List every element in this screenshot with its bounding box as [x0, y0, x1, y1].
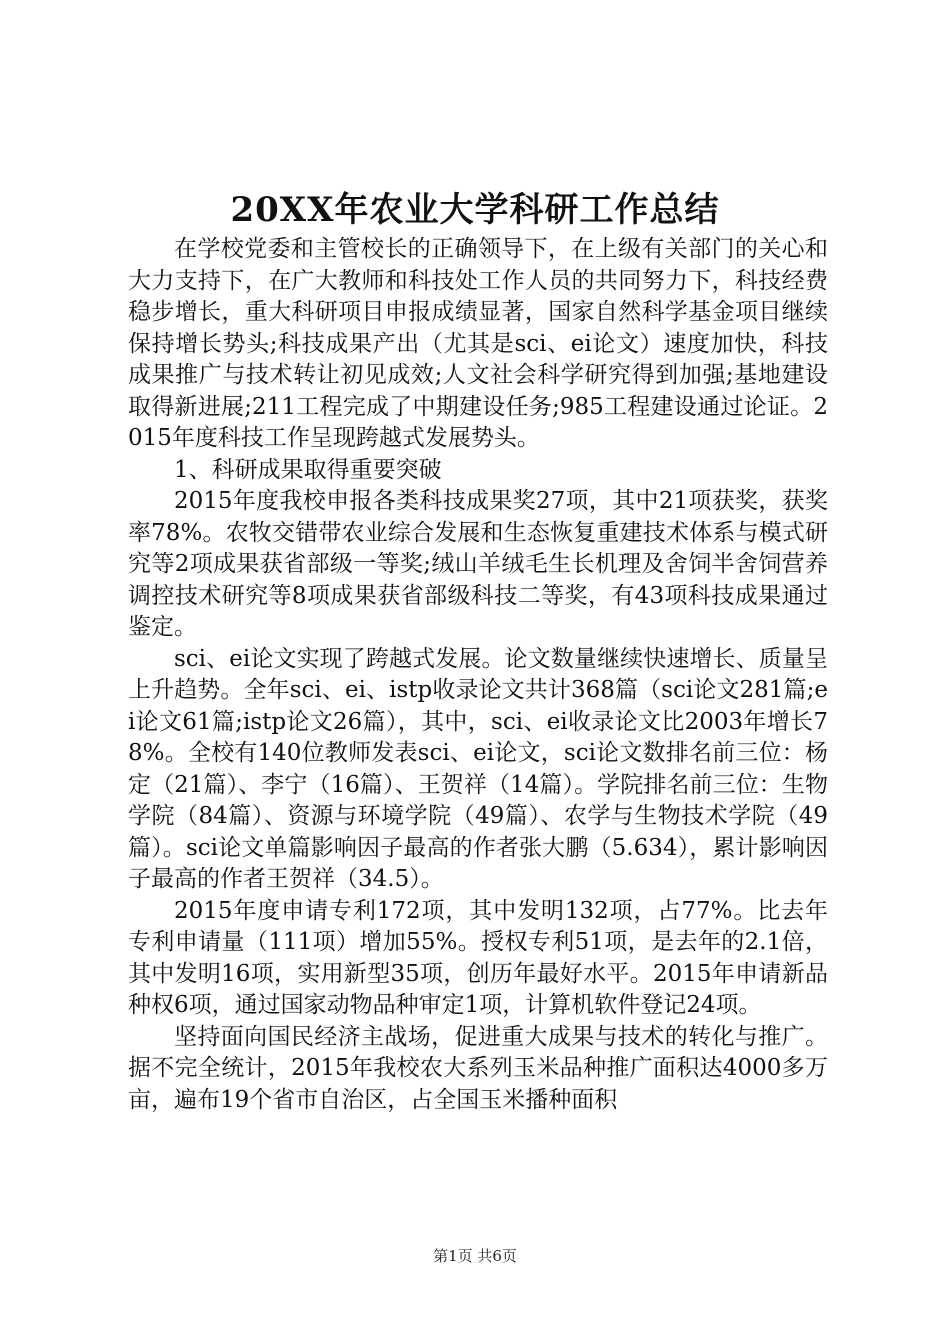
document-title: 20XX年农业大学科研工作总结: [230, 190, 720, 230]
papers-paragraph: sci、ei论文实现了跨越式发展。论文数量继续快速增长、质量呈上升趋势。全年sci、ei、istp收录论文共计368篇（sci论文281篇;ei论文61篇;istp论文26篇），其中，sci、ei收录论文比2003年增长78%。全校有140位教师发表sci、ei论文，sci论文数排名前三位：杨定（21篇）、李宁（16篇）、王贺祥（14篇）。学院排名前三位：生物学院（84篇）、资源与环境学院（49篇）、农学与生物技术学院（49篇）。sci论文单篇影响因子最高的作者张大鹏（5.634），累计影响因子最高的作者王贺祥（34.5）。: [128, 645, 828, 892]
awards-paragraph: 2015年度我校申报各类科技成果奖27项，其中21项获奖，获奖率78%。农牧交错带农业综合发展和生态恢复重建技术体系与模式研究等2项成果获省部级一等奖;绒山羊绒毛生长机理及舍饲半舍饲营养调控技术研究等8项成果获省部级科技二等奖，有43项科技成果通过鉴定。: [128, 488, 828, 640]
patents-paragraph: 2015年度申请专利172项，其中发明132项，占77%。比去年专利申请量（111项）增加55%。授权专利51项，是去年的2.1倍，其中发明16项，实用新型35项，创历年最好水平。2015年申请新品种权6项，通过国家动物品种审定1项，计算机软件登记24项。: [128, 897, 828, 1018]
page-footer: 第1页 共6页: [433, 1247, 517, 1265]
promotion-paragraph: 坚持面向国民经济主战场，促进重大成果与技术的转化与推广。据不完全统计，2015年我校农大系列玉米品种推广面积达4000多万亩，遍布19个省市自治区，占全国玉米播种面积: [128, 1023, 828, 1113]
section-heading: 1、科研成果取得重要突破: [174, 456, 442, 483]
document-body: [128, 234, 828, 1116]
intro-paragraph: 在学校党委和主管校长的正确领导下，在上级有关部门的关心和大力支持下，在广大教师和科技处工作人员的共同努力下，科技经费稳步增长，重大科研项目申报成绩显著，国家自然科学基金项目继续保持增长势头;科技成果产出（尤其是sci、ei论文）速度加快，科技成果推广与技术转让初见成效;人文社会科学研究得到加强;基地建设取得新进展;211工程完成了中期建设任务;985工程建设通过论证。2015年度科技工作呈现跨越式发展势头。: [128, 236, 828, 451]
